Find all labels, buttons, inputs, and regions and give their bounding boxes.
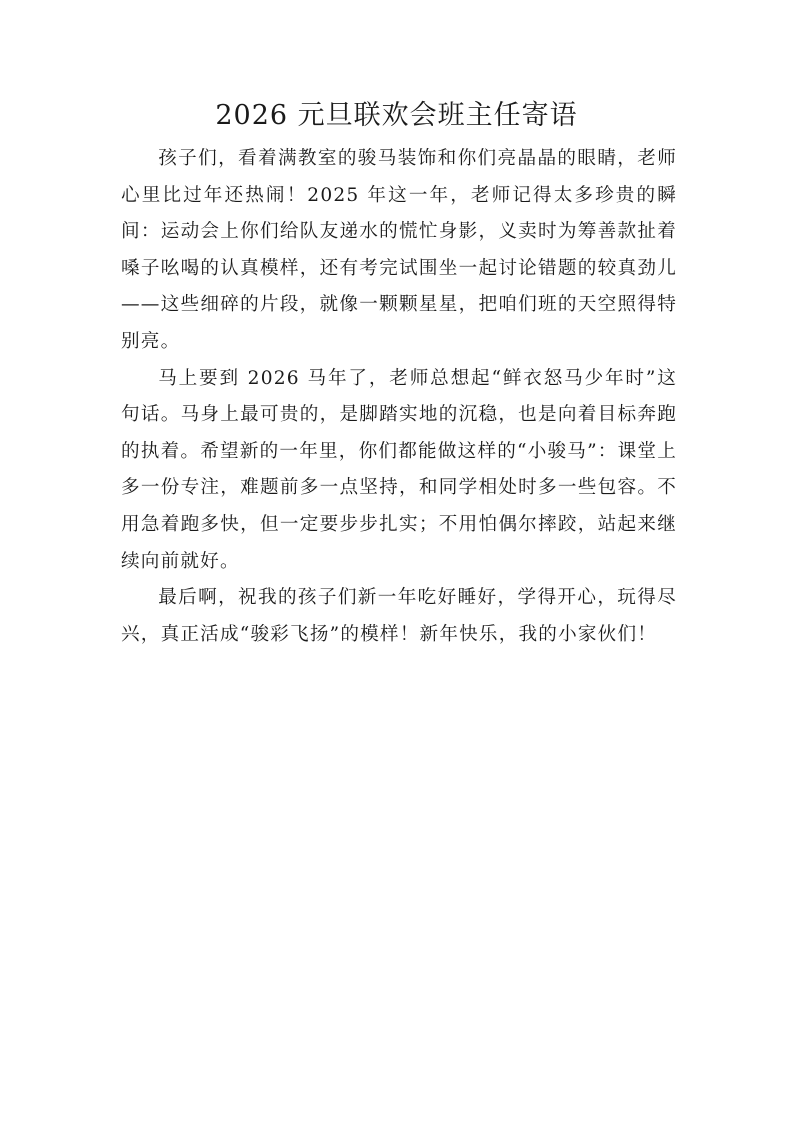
- document-body: [121, 141, 677, 653]
- paragraph-2: 马上要到 2026 马年了，老师总想起“鲜衣怒马少年时”这句话。马身上最可贵的，是脚踏实地的沉稳，也是向着目标奔跑的执着。希望新的一年里，你们都能做这样的“小骏马”：课堂上多一份专注，难题前多一点坚持，和同学相处时多一些包容。不用急着跑多快，但一定要步步扎实；不用怕偶尔摔跤，站起来继续向前就好。: [121, 367, 677, 572]
- paragraph-1: 孩子们，看着满教室的骏马装饰和你们亮晶晶的眼睛，老师心里比过年还热闹！2025 年这一年，老师记得太多珍贵的瞬间：运动会上你们给队友递水的慌忙身影，义卖时为筹善款扯着嗓子吆喝的认真模样，还有考完试围坐一起讨论错题的较真劲儿——这些细碎的片段，就像一颗颗星星，把咱们班的天空照得特别亮。: [121, 148, 677, 352]
- paragraph-3: 最后啊，祝我的孩子们新一年吃好睡好，学得开心，玩得尽兴，真正活成“骏彩飞扬”的模样！新年快乐，我的小家伙们！: [121, 587, 677, 645]
- document-title: 2026 元旦联欢会班主任寄语: [215, 100, 578, 131]
